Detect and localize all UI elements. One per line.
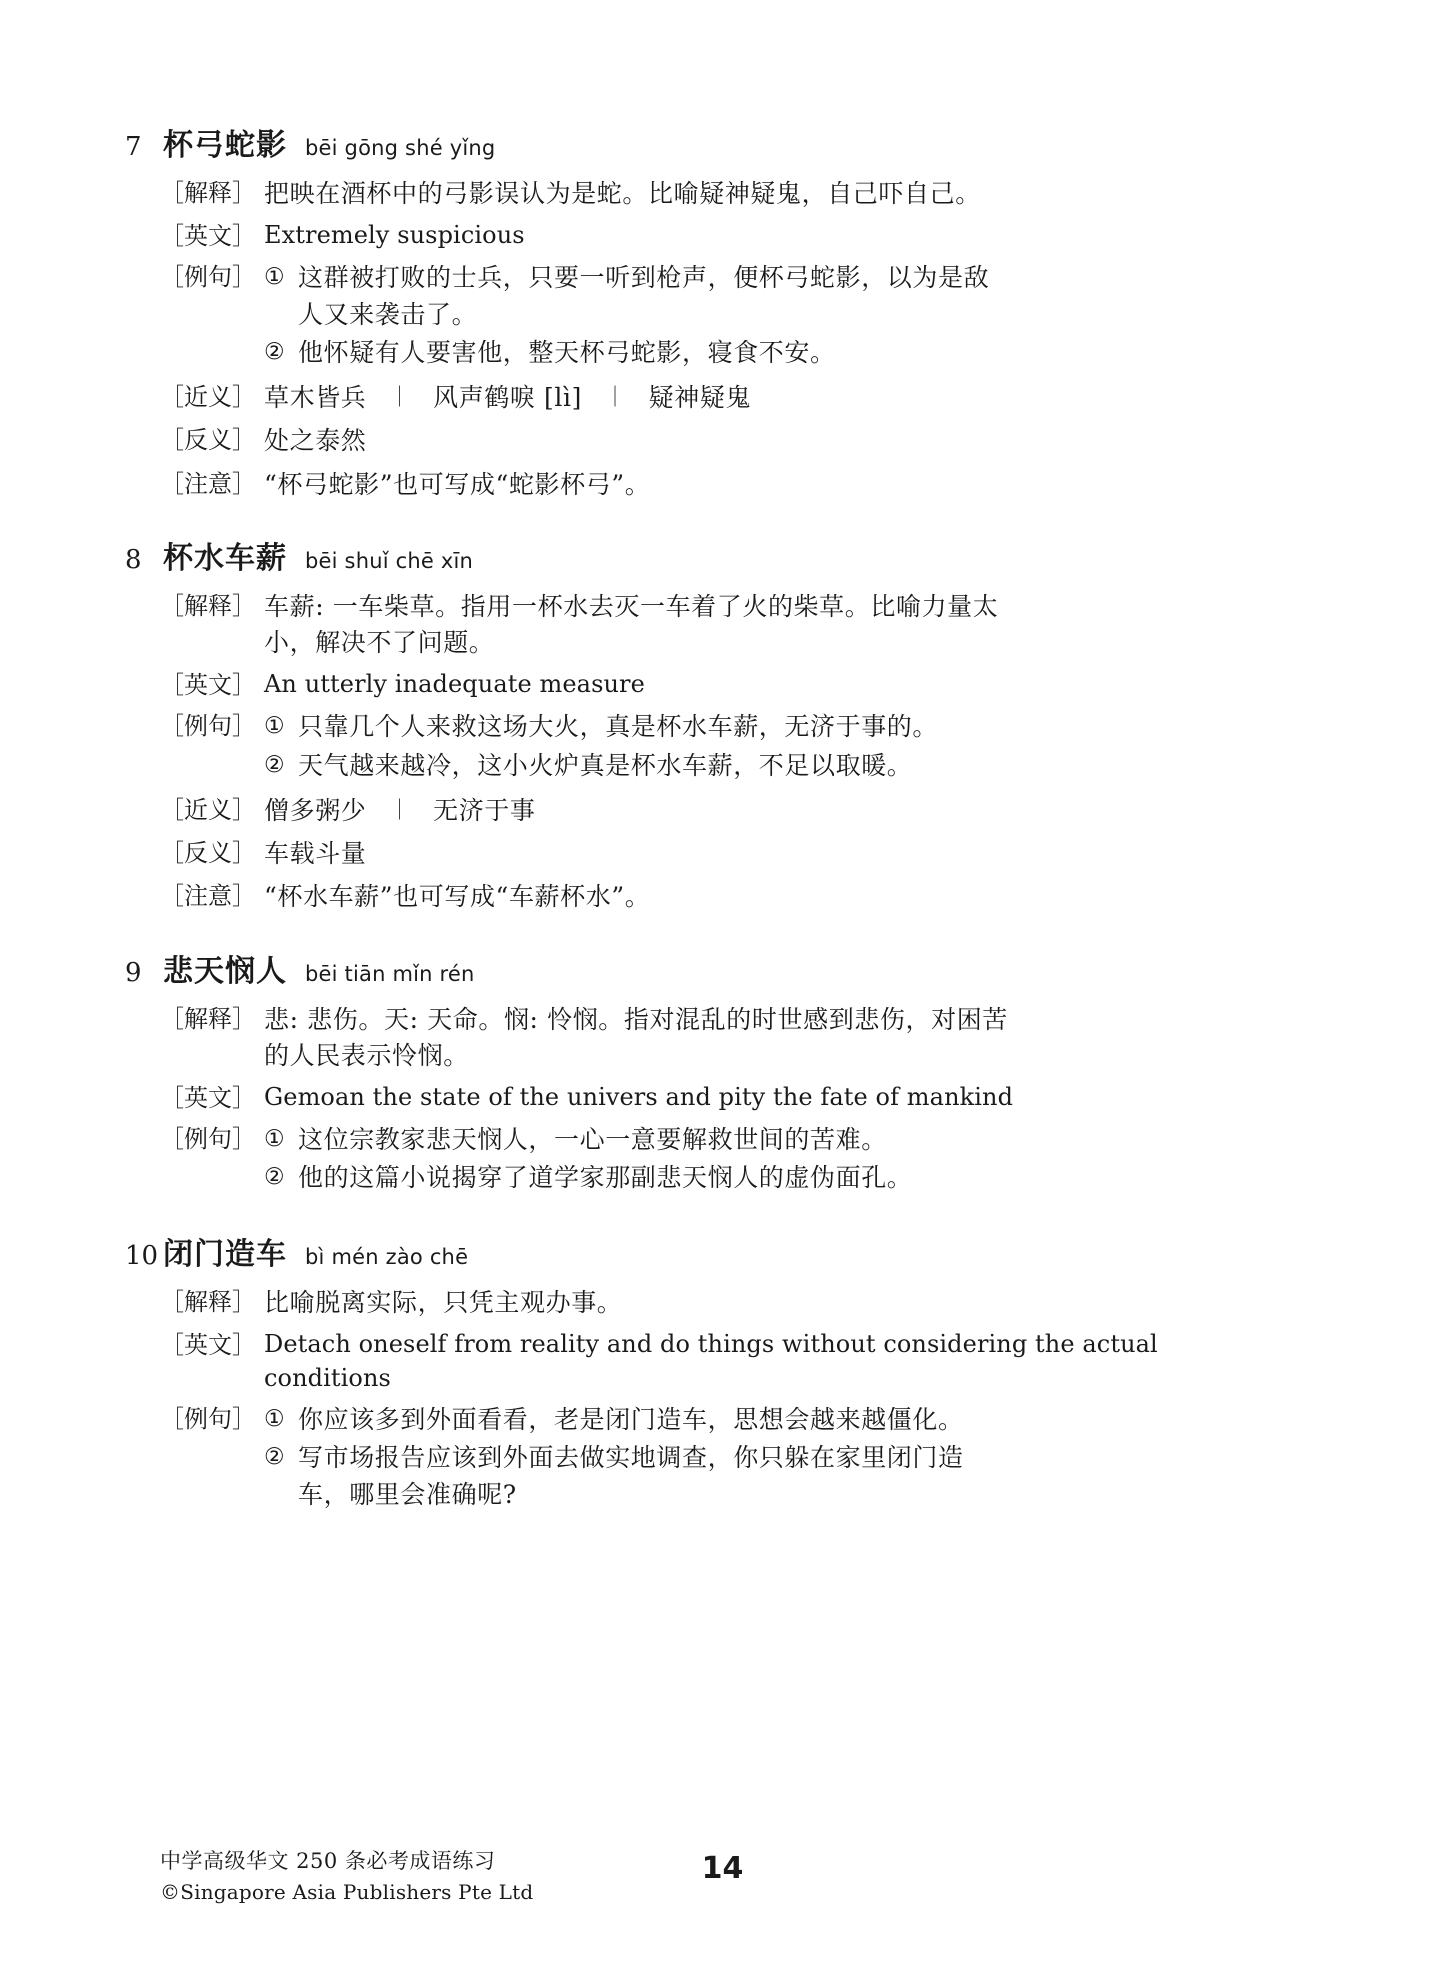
antonym-label: ［反义］ <box>160 426 256 455</box>
footer-copyright: ©Singapore Asia Publishers Pte Ltd <box>160 1880 534 1904</box>
synonym-body <box>264 380 1300 416</box>
idiom-entry-10 <box>125 1229 1300 1515</box>
example-body <box>264 1122 1300 1199</box>
entry-number: 10 <box>125 1240 159 1271</box>
example-number: ② <box>264 1164 285 1191</box>
note-line: “杯水车薪”也可写成“车薪杯水”。 <box>264 882 651 912</box>
entry-pinyin: bēi gōng shé yǐng <box>305 136 496 160</box>
entry-idiom: 闭门造车 <box>163 1236 287 1272</box>
english-line: Detach oneself from reality and do things without considering the actual <box>264 1329 1158 1358</box>
example-line: 这位宗教家悲天悯人，一心一意要解救世间的苦难。 <box>298 1125 887 1155</box>
synonym-item: 风声鹤唳 [lì] <box>433 383 582 413</box>
explanation-line: 小，解决不了问题。 <box>264 628 495 658</box>
entry-pinyin: bì mén zào chē <box>305 1244 469 1269</box>
example-text <box>298 1402 1300 1438</box>
example-line: 写市场报告应该到外面去做实地调查，你只躲在家里闭门造 <box>298 1443 964 1473</box>
example-item <box>264 1402 1300 1438</box>
example-line: 他的这篇小说揭穿了道学家那副悲天悯人的虚伪面孔。 <box>298 1163 913 1193</box>
explanation-row <box>160 1285 1300 1321</box>
page-content <box>125 120 1300 1545</box>
example-row <box>160 1402 1300 1515</box>
entry-idiom: 杯水车薪 <box>163 540 287 576</box>
entry-number: 9 <box>125 957 142 988</box>
example-text <box>298 1440 1300 1513</box>
example-number: ① <box>264 264 285 291</box>
synonym-item: 僧多粥少 <box>264 795 367 825</box>
entry-idiom: 悲天悯人 <box>163 953 287 989</box>
english-body <box>264 1081 1300 1115</box>
explanation-row <box>160 176 1300 212</box>
note-body <box>264 879 1300 915</box>
synonym-row <box>160 793 1300 829</box>
english-body <box>264 219 1300 253</box>
example-number: ② <box>264 338 285 365</box>
note-label: ［注意］ <box>160 882 256 911</box>
entry-pinyin: bēi shuǐ chē xīn <box>305 548 474 573</box>
antonym-body <box>264 423 1300 459</box>
antonym-label: ［反义］ <box>160 839 256 868</box>
example-body <box>264 260 1300 373</box>
synonym-list <box>264 380 1300 416</box>
explanation-body <box>264 589 1300 662</box>
entry-heading <box>125 1229 1300 1273</box>
explanation-line: 比喻脱离实际，只凭主观办事。 <box>264 1287 623 1317</box>
english-line: An utterly inadequate measure <box>264 670 645 699</box>
example-item <box>264 1440 1300 1513</box>
example-item <box>264 1122 1300 1158</box>
idiom-entry-8 <box>125 533 1300 916</box>
english-body <box>264 668 1300 702</box>
example-text <box>298 1160 1300 1196</box>
english-line: Extremely suspicious <box>264 221 525 250</box>
example-row <box>160 1122 1300 1199</box>
entry-number: 8 <box>125 544 142 575</box>
example-row <box>160 260 1300 373</box>
example-number: ② <box>264 751 285 778</box>
english-label: ［英文］ <box>160 1330 256 1359</box>
entry-heading <box>125 120 1300 164</box>
example-number: ① <box>264 713 285 740</box>
english-row <box>160 1081 1300 1115</box>
english-row <box>160 1328 1300 1395</box>
example-label: ［例句］ <box>160 1125 256 1154</box>
synonym-label: ［近义］ <box>160 795 256 824</box>
explanation-label: ［解释］ <box>160 179 256 207</box>
note-row <box>160 467 1300 503</box>
synonym-body <box>264 793 1300 829</box>
english-body <box>264 1328 1300 1395</box>
synonym-item: 疑神疑鬼 <box>648 383 752 413</box>
synonym-item: 草木皆兵 <box>264 383 367 413</box>
synonym-separator: ｜ <box>388 797 411 822</box>
synonym-separator: ｜ <box>604 385 627 410</box>
note-row <box>160 879 1300 915</box>
explanation-label: ［解释］ <box>160 591 256 620</box>
example-body <box>264 1402 1300 1515</box>
page-number: 14 <box>701 1851 744 1886</box>
example-item <box>264 748 1300 784</box>
example-line: 人又来袭击了。 <box>298 299 478 329</box>
example-text <box>298 709 1300 745</box>
page-footer <box>160 1845 1285 1915</box>
example-body <box>264 709 1300 786</box>
example-item <box>264 260 1300 333</box>
english-row <box>160 219 1300 253</box>
synonym-separator: ｜ <box>388 385 411 410</box>
example-label: ［例句］ <box>160 712 256 741</box>
explanation-body <box>264 176 1300 212</box>
note-label: ［注意］ <box>160 469 256 498</box>
explanation-line: 车薪: 一车柴草。指用一杯水去灭一车着了火的柴草。比喻力量太 <box>264 591 999 621</box>
synonym-label: ［近义］ <box>160 383 256 412</box>
antonym-row <box>160 836 1300 872</box>
example-line: 这群被打败的士兵，只要一听到枪声，便杯弓蛇影，以为是敌 <box>298 263 990 293</box>
idiom-entry-9 <box>125 946 1300 1199</box>
example-line: 天气越来越冷，这小火炉真是杯水车薪，不足以取暖。 <box>298 750 913 780</box>
entry-idiom: 杯弓蛇影 <box>163 128 287 163</box>
example-text <box>298 1122 1300 1158</box>
synonym-list <box>264 793 1300 829</box>
synonym-row <box>160 380 1300 416</box>
example-item <box>264 709 1300 745</box>
note-line: “杯弓蛇影”也可写成“蛇影杯弓”。 <box>264 469 651 499</box>
antonym-item: 车载斗量 <box>264 839 367 869</box>
example-number: ① <box>264 1406 285 1433</box>
example-number: ① <box>264 1126 285 1153</box>
explanation-line: 把映在酒杯中的弓影误认为是蛇。比喻疑神疑鬼，自己吓自己。 <box>264 179 981 208</box>
antonym-body <box>264 836 1300 872</box>
example-item <box>264 1160 1300 1196</box>
explanation-body <box>264 1285 1300 1321</box>
synonym-item: 无济于事 <box>433 795 536 825</box>
explanation-body <box>264 1002 1300 1075</box>
antonym-row <box>160 423 1300 459</box>
example-number: ② <box>264 1444 285 1471</box>
example-label: ［例句］ <box>160 1405 256 1434</box>
entry-pinyin: bēi tiān mǐn rén <box>305 961 475 986</box>
english-row <box>160 668 1300 702</box>
entry-number: 7 <box>125 132 142 162</box>
english-line: Gemoan the state of the univers and pity the fate of mankind <box>264 1083 1014 1112</box>
idiom-entry-7 <box>125 120 1300 503</box>
explanation-label: ［解释］ <box>160 1287 256 1316</box>
example-line: 车，哪里会准确呢? <box>298 1479 517 1509</box>
english-label: ［英文］ <box>160 1084 256 1113</box>
note-body <box>264 467 1300 503</box>
english-label: ［英文］ <box>160 222 256 251</box>
example-text <box>298 260 1300 333</box>
english-label: ［英文］ <box>160 671 256 700</box>
example-text <box>298 335 1300 371</box>
entry-heading <box>125 946 1300 990</box>
example-text <box>298 748 1300 784</box>
footer-book-title: 中学高级华文 250 条必考成语练习 <box>160 1849 496 1873</box>
explanation-line: 悲: 悲伤。天: 天命。悯: 怜悯。指对混乱的时世感到悲伤，对困苦 <box>264 1004 1008 1034</box>
explanation-row <box>160 1002 1300 1075</box>
example-item <box>264 335 1300 371</box>
footer-left <box>160 1845 533 1904</box>
english-line: conditions <box>264 1363 391 1392</box>
example-line: 你应该多到外面看看，老是闭门造车，思想会越来越僵化。 <box>298 1405 964 1435</box>
antonym-item: 处之泰然 <box>264 426 367 456</box>
example-row <box>160 709 1300 786</box>
example-label: ［例句］ <box>160 263 256 292</box>
entry-heading <box>125 533 1300 577</box>
example-line: 只靠几个人来救这场大火，真是杯水车薪，无济于事的。 <box>298 712 939 742</box>
explanation-row <box>160 589 1300 662</box>
example-line: 他怀疑有人要害他，整天杯弓蛇影，寝食不安。 <box>298 337 836 367</box>
explanation-label: ［解释］ <box>160 1004 256 1033</box>
explanation-line: 的人民表示怜悯。 <box>264 1040 469 1070</box>
